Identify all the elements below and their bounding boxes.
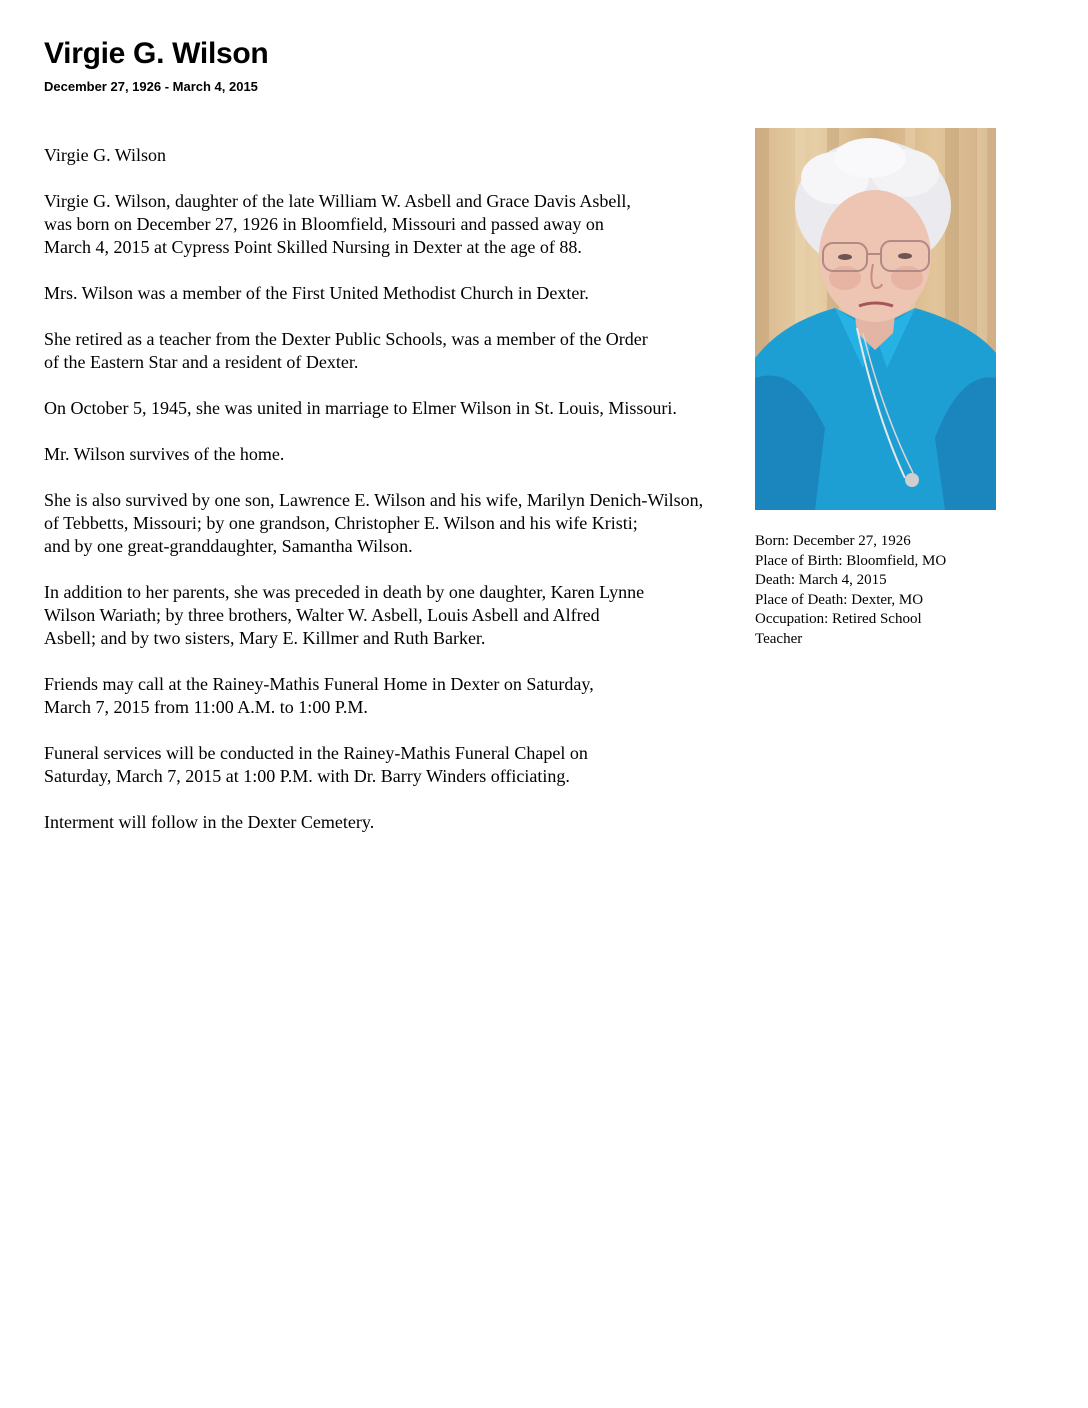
obituary-text (44, 144, 834, 857)
paragraph-survivors: She is also survived by one son, Lawrence E. Wilson and his wife, Marilyn Denich-Wilson, of Tebbetts, Missouri; by one grandson, Christopher E. Wilson and his wife Kristi; and by one great-granddaughter, Samantha Wilson. (44, 490, 704, 556)
portrait-photo (755, 128, 996, 510)
paragraph-services: Funeral services will be conducted in the Rainey-Mathis Funeral Chapel on Saturday, March 7, 2015 at 1:00 P.M. with Dr. Barry Winders officiating. (44, 743, 588, 786)
paragraph-marriage: On October 5, 1945, she was united in marriage to Elmer Wilson in St. Louis, Missouri. (44, 398, 677, 418)
paragraph-spouse: Mr. Wilson survives of the home. (44, 444, 285, 464)
fact-occupation: Occupation: Retired School (755, 611, 922, 628)
vital-facts (755, 532, 995, 650)
fact-born: Born: December 27, 1926 (755, 533, 911, 549)
paragraph-interment: Interment will follow in the Dexter Cemetery. (44, 812, 375, 832)
fact-death-place: Place of Death: Dexter, MO (755, 591, 924, 608)
paragraph-career: She retired as a teacher from the Dexter Public Schools, was a member of the Order of the Eastern Star and a resident of Dexter. (44, 329, 648, 372)
paragraph-church: Mrs. Wilson was a member of the First United Methodist Church in Dexter. (44, 283, 589, 303)
fact-death: Death: March 4, 2015 (755, 572, 887, 589)
page-title: Virgie G. Wilson (44, 37, 269, 70)
paragraph-visitation: Friends may call at the Rainey-Mathis Funeral Home in Dexter on Saturday, March 7, 2015 from 11:00 A.M. to 1:00 P.M. (44, 674, 594, 717)
fact-occupation-cont: Teacher (755, 630, 803, 647)
fact-birthplace: Place of Birth: Bloomfield, MO (755, 552, 947, 569)
life-dates: December 27, 1926 - March 4, 2015 (44, 79, 258, 94)
paragraph-name: Virgie G. Wilson (44, 145, 167, 165)
paragraph-preceded: In addition to her parents, she was preceded in death by one daughter, Karen Lynne Wilson Wariath; by three brothers, Walter W. Asbell, Louis Asbell and Alfred Asbell; and by two sisters, Mary E. Killmer and Ruth Barker. (44, 582, 645, 648)
paragraph-birth: Virgie G. Wilson, daughter of the late William W. Asbell and Grace Davis Asbell, was born on December 27, 1926 in Bloomfield, Missouri and passed away on March 4, 2015 at Cypress Point Skilled Nursing in Dexter at the age of 88. (44, 191, 631, 257)
